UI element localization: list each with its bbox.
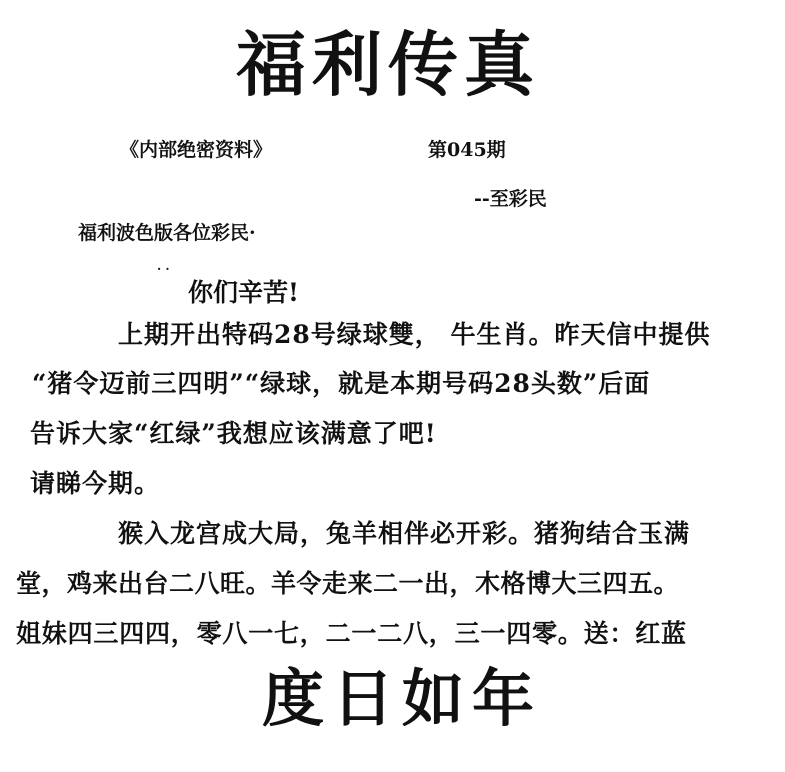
body-line-3: 告诉大家“红绿”我想应该满意了吧! <box>30 419 437 448</box>
body-line-2: “猪令迈前三四明”“绿球，就是本期号码28头数”后面 <box>32 369 651 398</box>
body-line-4: 请睇今期。 <box>30 469 161 498</box>
issue-number: 第045期 <box>428 139 506 161</box>
document-subtitle: 《内部绝密资料》 <box>120 139 273 161</box>
footer-slogan: 度日如年 <box>262 662 543 735</box>
body-line-1: 上期开出特码28号绿球雙， 牛生肖。昨天信中提供 <box>118 320 711 349</box>
sender-line: --至彩民 <box>474 188 547 210</box>
body-line-5: 猴入龙宫成大局，兔羊相伴必开彩。猪狗结合玉满 <box>118 519 691 548</box>
page-title: 福利传真 <box>236 23 540 106</box>
decorative-dots: · · <box>157 262 170 276</box>
salutation: 你们辛苦! <box>188 278 299 307</box>
body-line-6: 堂，鸡来出台二八旺。羊令走来二一出，木格博大三四五。 <box>16 569 680 598</box>
body-line-7: 姐妹四三四四，零八一七，二一二八，三一四零。送：红蓝 <box>16 619 687 648</box>
greeting-line: 福利波色版各位彩民· <box>78 222 256 244</box>
